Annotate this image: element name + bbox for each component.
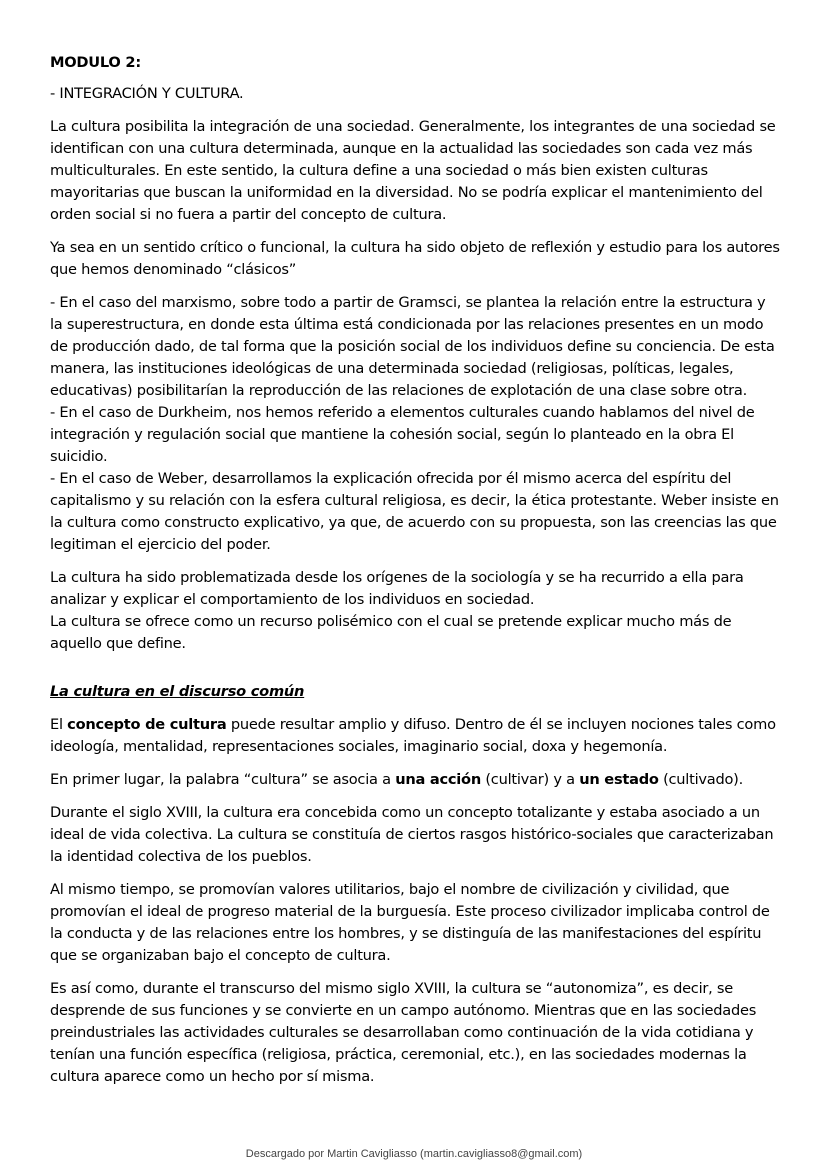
download-footer: Descargado por Martin Cavigliasso (martin.cavigliasso8@gmail.com) xyxy=(245,1148,583,1160)
paragraph-integration: La cultura posibilita la integración de una sociedad. Generalmente, los integrantes de una sociedad se identifican con una cultura determinada, aunque en la actualidad las sociedades son cada vez más multiculturales. En este sentido, la cultura define a una sociedad o más bien existen culturas mayoritarias que buscan la uniformidad en la diversidad. No se podría explicar el mantenimiento del orden social si no fuera a partir del concepto de cultura. xyxy=(50,118,776,223)
paragraph-concept-bold: concepto de cultura xyxy=(67,716,227,733)
document-body xyxy=(50,52,782,1099)
paragraph-classics: Ya sea en un sentido crítico o funcional, la cultura ha sido objeto de reflexión y estudio para los autores que hemos denominado “clásicos” xyxy=(50,239,780,278)
paragraph-concept xyxy=(50,714,782,758)
paragraph-concept-pre: El xyxy=(50,716,68,733)
paragraph-autonomy: Es así como, durante el transcurso del mismo siglo XVIII, la cultura se “autonomiza”, es decir, se desprende de sus funciones y se convierte en un campo autónomo. Mientras que en las sociedades preindustriales las actividades culturales se desarrollaban como continuación de la vida cotidiana y tenían una función específica (religiosa, práctica, ceremonial, etc.), en las sociedades modernas la cultura aparece como un hecho por sí misma. xyxy=(50,980,757,1085)
paragraph-civilization: Al mismo tiempo, se promovían valores utilitarios, bajo el nombre de civilización y civilidad, que promovían el ideal de progreso material de la burguesía. Este proceso civilizador implicaba control de la conducta y de las relaciones entre los hombres, y se distinguía de las manifestaciones del espíritu que se organizaban bajo el concepto de cultura. xyxy=(50,881,770,964)
module-subheading: - INTEGRACIÓN Y CULTURA. xyxy=(50,85,244,102)
paragraph-action-mid: (cultivar) y a xyxy=(480,771,580,788)
paragraph-concept-post: puede resultar amplio y difuso. Dentro de él se incluyen nociones tales como ideología, mentalidad, representaciones sociales, imaginario social, doxa y hegemonía. xyxy=(50,716,776,755)
paragraph-action-post: (cultivado). xyxy=(658,771,743,788)
paragraph-polysemic: La cultura se ofrece como un recurso polisémico con el cual se pretende explicar mucho más de aquello que define. xyxy=(50,613,732,652)
module-heading: MODULO 2: xyxy=(50,54,141,71)
paragraph-durkheim: - En el caso de Durkheim, nos hemos referido a elementos culturales cuando hablamos del nivel de integración y regulación social que mantiene la cohesión social, según lo planteado en la obra El suicidio. xyxy=(50,404,755,465)
paragraph-sociology-origins: La cultura ha sido problematizada desde los orígenes de la sociología y se ha recurrido a ella para analizar y explicar el comportamiento de los individuos en sociedad. xyxy=(50,569,744,608)
paragraph-action-bold: una acción xyxy=(395,771,481,788)
paragraph-state-bold: un estado xyxy=(579,771,659,788)
paragraph-marxism: - En el caso del marxismo, sobre todo a partir de Gramsci, se plantea la relación entre la estructura y la superestructura, en donde esta última está condicionada por las relaciones presentes en un modo de producción dado, de tal forma que la posición social de los individuos define su conciencia. De esta manera, las instituciones ideológicas de una determinada sociedad (religiosas, políticas, legales, educativas) posibilitarían la reproducción de las relaciones de explotación de una clase sobre otra. xyxy=(50,294,775,399)
paragraph-action-state xyxy=(50,769,782,791)
paragraph-weber: - En el caso de Weber, desarrollamos la explicación ofrecida por él mismo acerca del espíritu del capitalismo y su relación con la esfera cultural religiosa, es decir, la ética protestante. Weber insiste en la cultura como constructo explicativo, ya que, de acuerdo con su propuesta, son las creencias las que legitiman el ejercicio del poder. xyxy=(50,470,779,553)
paragraph-action-pre: En primer lugar, la palabra “cultura” se asocia a xyxy=(50,771,396,788)
section-title: La cultura en el discurso común xyxy=(50,683,305,700)
paragraph-eighteenth-century: Durante el siglo XVIII, la cultura era concebida como un concepto totalizante y estaba asociado a un ideal de vida colectiva. La cultura se constituía de ciertos rasgos histórico-sociales que caracterizaban la identidad colectiva de los pueblos. xyxy=(50,804,774,865)
